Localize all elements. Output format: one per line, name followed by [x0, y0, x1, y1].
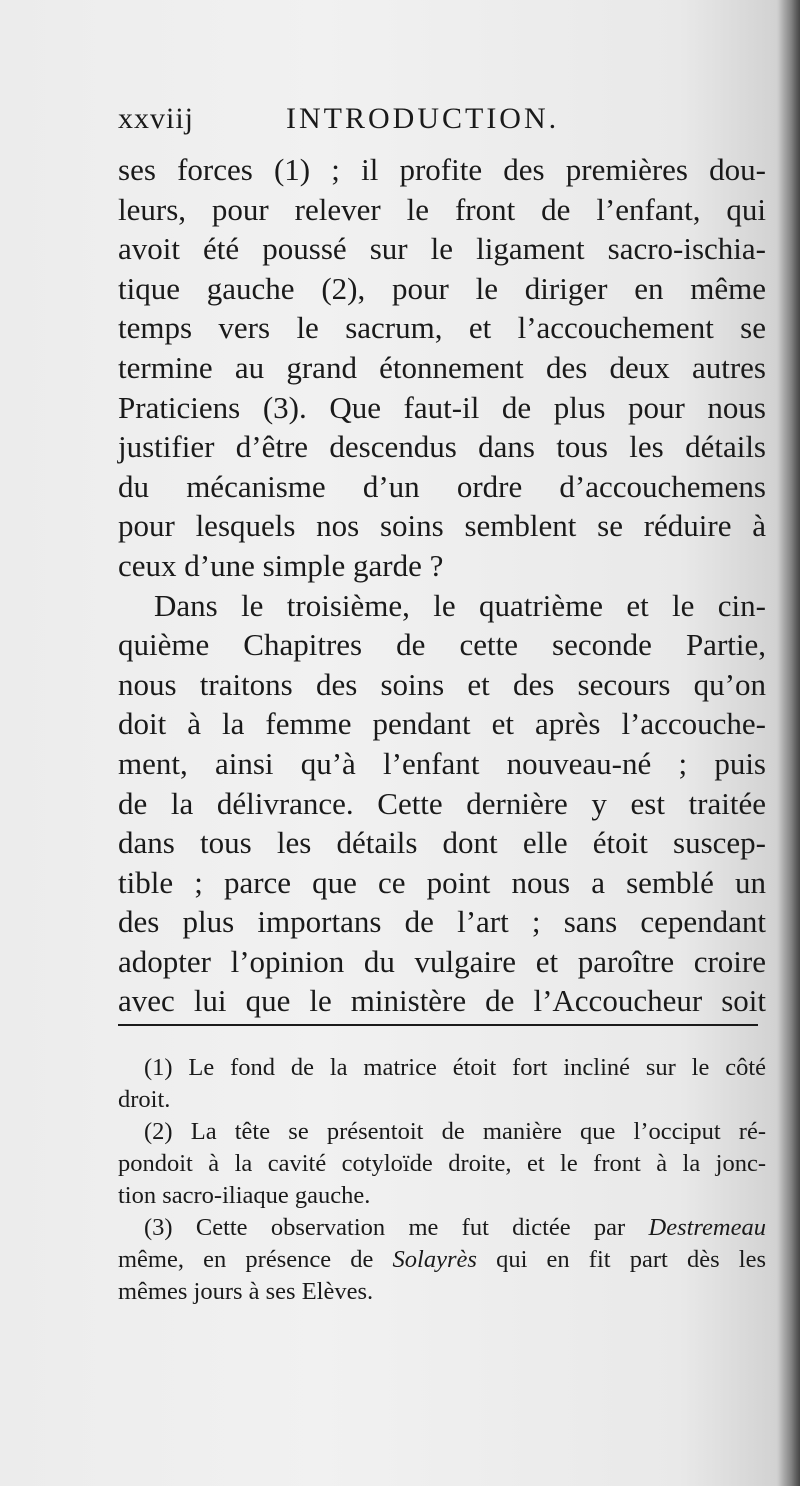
- footnote-rule: [118, 1024, 758, 1026]
- paragraph-end-line: ceux d’une simple garde ?: [118, 547, 444, 583]
- gutter-shadow: [778, 0, 800, 1486]
- text-line: justifier d’être descendus dans tous les détails: [118, 429, 766, 465]
- paragraph-start-line: Dans le troisième, le quatrième et le cin-: [154, 587, 766, 623]
- text-line: tible ; parce que ce point nous a semblé un: [118, 864, 766, 900]
- text-line: quième Chapitres de cette seconde Partie,: [118, 627, 766, 663]
- text-line: Praticiens (3). Que faut-il de plus pour nous: [118, 389, 766, 425]
- text-line: pour lesquels nos soins semblent se réduire à: [118, 508, 766, 544]
- footnote-2-line: tion sacro-iliaque gauche.: [118, 1182, 371, 1209]
- text-line: de la délivrance. Cette dernière y est traitée: [118, 785, 766, 821]
- running-title: INTRODUCTION.: [286, 102, 560, 135]
- footnote-3-line: mêmes jours à ses Elèves.: [118, 1278, 374, 1305]
- footnote-3-name-destremeau: Destremeau: [648, 1214, 766, 1241]
- text-line: leurs, pour relever le front de l’enfant, qui: [118, 191, 766, 227]
- text-line: avec lui que le ministère de l’Accoucheur soit: [118, 983, 766, 1019]
- footnote-3-text: qui en fit part dès les: [476, 1246, 766, 1273]
- footnote-3-text: même, en présence de: [118, 1246, 393, 1273]
- footnote-2-line: (2) La tête se présentoit de manière que l’occiput ré-: [144, 1118, 766, 1145]
- footnotes: [118, 1052, 766, 1308]
- footnote-1-line: (1) Le fond de la matrice étoit fort incliné sur le côté: [144, 1054, 766, 1081]
- text-line: temps vers le sacrum, et l’accouchement se: [118, 310, 766, 346]
- footnote-3-text: (3) Cette observation me fut dictée par: [144, 1214, 649, 1241]
- text-line: nous traitons des soins et des secours qu’on: [118, 666, 766, 702]
- text-line: ment, ainsi qu’à l’enfant nouveau-né ; puis: [118, 745, 766, 781]
- text-line: tique gauche (2), pour le diriger en même: [118, 270, 766, 306]
- footnote-3-line: [118, 1212, 766, 1244]
- text-line: avoit été poussé sur le ligament sacro-ischia-: [118, 231, 766, 267]
- text-line: des plus importans de l’art ; sans cependant: [118, 904, 766, 940]
- footnote-2-line: pondoit à la cavité cotyloïde droite, et le front à la jonc-: [118, 1150, 766, 1177]
- text-line: doit à la femme pendant et après l’accouche-: [118, 706, 766, 742]
- text-line: dans tous les détails dont elle étoit suscep-: [118, 825, 766, 861]
- footnote-1-line: droit.: [118, 1086, 171, 1113]
- footnote-3-line: [118, 1244, 766, 1276]
- text-line: adopter l’opinion du vulgaire et paroître croire: [118, 943, 766, 979]
- text-line: ses forces (1) ; il profite des premières dou-: [118, 152, 766, 187]
- text-line: termine au grand étonnement des deux autres: [118, 349, 766, 385]
- page-header: [118, 102, 758, 148]
- text-line: du mécanisme d’un ordre d’accouchemens: [118, 468, 766, 504]
- body-text: [118, 150, 766, 1021]
- footnote-3-name-solayres: Solayrès: [392, 1246, 477, 1273]
- page-number: xxviij: [118, 102, 195, 135]
